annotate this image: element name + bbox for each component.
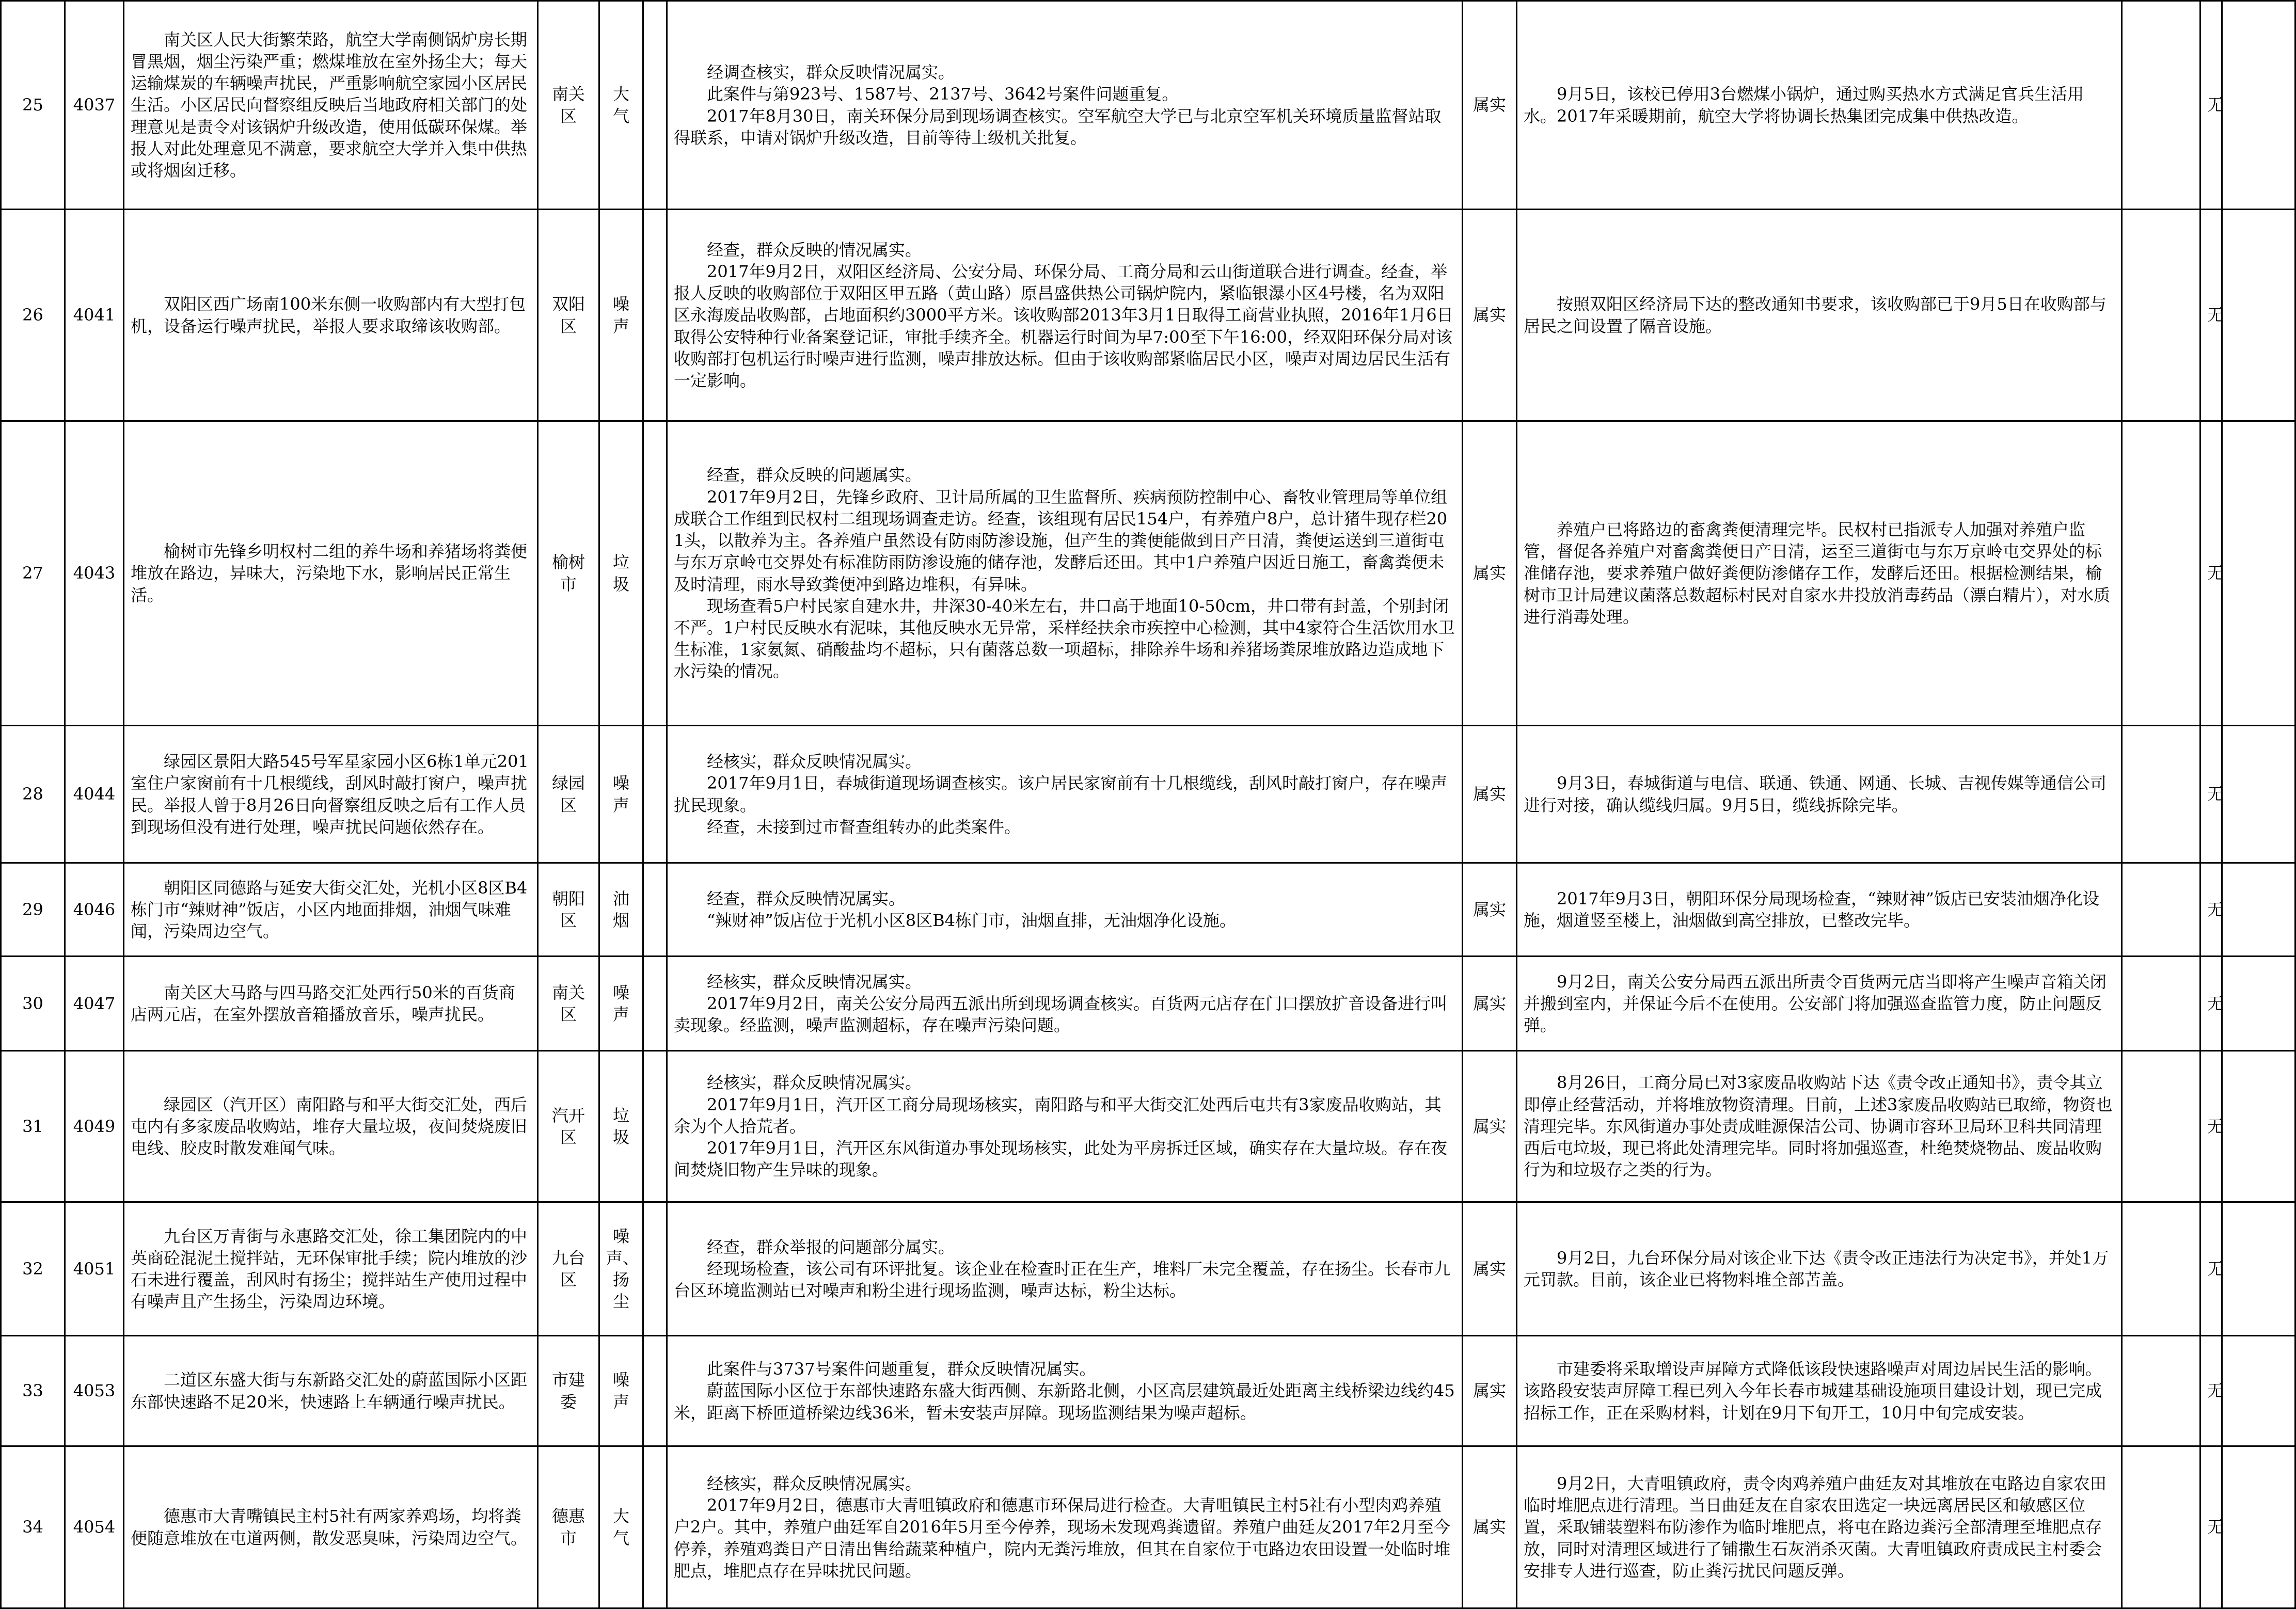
investigation-paragraph: 经查，群众反映情况属实。 [707, 888, 906, 909]
table-row [1, 726, 2295, 863]
complaint-content: 绿园区景阳大路545号军星家园小区6栋1单元201室住户家窗前有十几根缆线，刮风时敲打窗户，噪声扰民。举报人曾于8月26日向督察组反映之后有工作人员到现场但没有进行处理，噪声扰民问题依然存在。 [131, 752, 529, 837]
handling-cell [1517, 210, 2122, 421]
investigation-paragraph: 经核实，群众反映情况属实。 [707, 1073, 922, 1093]
empty-cell [643, 1, 667, 210]
table-row [1, 1336, 2295, 1446]
pollution-type: 油烟 [599, 863, 643, 957]
empty-cell [2222, 1202, 2295, 1336]
handling-paragraph: 8月26日，工商分局已对3家废品收购站下达《责令改正通知书》，责令其立即停止经营活动，并将堆放物资清理。目前，上述3家废品收购站已取缔，物资也清理完毕。东风街道办事处责成畦源保洁公司、协调市容环卫局环卫科共同清理西后屯垃圾，现已将此处清理完毕。同时将加强巡查，杜绝焚烧物品、废品收购行为和垃圾存之类的行为。 [1524, 1073, 2113, 1180]
row-index: 27 [1, 421, 65, 726]
empty-cell [2222, 210, 2295, 421]
table-row [1, 421, 2295, 726]
handling-cell [1517, 957, 2122, 1051]
complaint-content: 榆树市先锋乡明权村二组的养牛场和养猪场将粪便堆放在路边，异味大，污染地下水，影响居民正常生活。 [131, 541, 528, 605]
case-number: 4054 [65, 1446, 124, 1608]
row-index: 26 [1, 210, 65, 421]
accountability: 无 [2200, 1202, 2222, 1336]
admin-area: 双阳区 [538, 210, 599, 421]
handling-cell [1517, 863, 2122, 957]
verdict: 属实 [1463, 1336, 1517, 1446]
empty-cell [643, 421, 667, 726]
pollution-type: 噪声、扬尘 [599, 1202, 643, 1336]
verdict: 属实 [1463, 726, 1517, 863]
accountability: 无 [2200, 1, 2222, 210]
case-number: 4046 [65, 863, 124, 957]
table-row [1, 863, 2295, 957]
row-index: 34 [1, 1446, 65, 1608]
investigation-paragraph: 2017年9月2日，德惠市大青咀镇政府和德惠市环保局进行检查。大青咀镇民主村5社有小型肉鸡养殖户2户。其中，养殖户曲廷军自2016年5月至今停养，现场未发现鸡粪遗留。养殖户曲廷友2017年2月至今停养，养殖鸡粪日产日清出售给蔬菜种植户，院内无粪污堆放，但其在自家位于屯路边农田设置一处临时堆肥点，堆肥点存在异味扰民问题。 [674, 1495, 1451, 1581]
admin-area: 九台区 [538, 1202, 599, 1336]
row-index: 29 [1, 863, 65, 957]
accountability: 无 [2200, 210, 2222, 421]
investigation-paragraph: 2017年9月2日，先锋乡政府、卫计局所属的卫生监督所、疾病预防控制中心、畜牧业管理局等单位组成联合工作组到民权村二组现场调查走访。经查，该组现有居民154户，有养殖户8户，总计猪牛现存栏201头，以散养为主。各养殖户虽然设有防雨防渗设施，但产生的粪便能做到日产日清，粪便运送到三道街屯与东万京岭屯交界处有标准防雨防渗设施的储存池，发酵后还田。其中1户养殖户因近日施工，畜禽粪便未及时清理，雨水导致粪便冲到路边堆积，有异味。 [674, 487, 1448, 594]
row-index: 30 [1, 957, 65, 1051]
handling-paragraph: 市建委将采取增设声屏障方式降低该段快速路噪声对周边居民生活的影响。该路段安装声屏障工程已列入今年长春市城建基础设施项目建设计划，现已完成招标工作，正在采购材料，计划在9月下旬开工，10月中旬完成安装。 [1524, 1359, 2102, 1423]
empty-cell [643, 1202, 667, 1336]
investigation-cell [667, 1336, 1463, 1446]
empty-cell [643, 957, 667, 1051]
investigation-cell [667, 210, 1463, 421]
admin-area: 榆树市 [538, 421, 599, 726]
investigation-paragraph: 蔚蓝国际小区位于东部快速路东盛大街西侧、东新路北侧，小区高层建筑最近处距离主线桥梁边线约45米，距离下桥匝道桥梁边线36米，暂未安装声屏障。现场监测结果为噪声超标。 [674, 1381, 1455, 1423]
empty-cell [2122, 957, 2200, 1051]
pollution-type: 噪声 [599, 726, 643, 863]
empty-cell [2222, 957, 2295, 1051]
admin-area: 汽开区 [538, 1051, 599, 1202]
empty-cell [2122, 726, 2200, 863]
complaint-content-cell [124, 1446, 538, 1608]
handling-paragraph: 9月2日，大青咀镇政府，责令肉鸡养殖户曲廷友对其堆放在屯路边自家农田临时堆肥点进行清理。当日曲廷友在自家农田选定一块远离居民区和敏感区位置，采取铺装塑料布防渗作为临时堆肥点，将屯在路边粪污全部清理至堆肥点存放，同时对清理区域进行了铺撒生石灰消杀灭菌。大青咀镇政府责成民主村委会安排专人进行巡查，防止粪污扰民问题反弹。 [1524, 1473, 2107, 1581]
investigation-cell [667, 421, 1463, 726]
complaint-content: 德惠市大青嘴镇民主村5社有两家养鸡场，均将粪便随意堆放在屯道两侧，散发恶臭味，污染周边空气。 [131, 1506, 528, 1548]
complaint-content-cell [124, 1202, 538, 1336]
empty-cell [2222, 1051, 2295, 1202]
investigation-paragraph: 经查，群众反映的情况属实。 [707, 240, 922, 260]
complaint-content: 绿园区（汽开区）南阳路与和平大街交汇处，西后屯内有多家废品收购站，堆存大量垃圾，夜间焚烧废旧电线、胶皮时散发难闻气味。 [131, 1094, 528, 1158]
empty-cell [2122, 863, 2200, 957]
investigation-cell [667, 863, 1463, 957]
table-row [1, 1446, 2295, 1608]
investigation-paragraph: 此案件与3737号案件问题重复，群众反映情况属实。 [707, 1359, 1096, 1379]
investigation-paragraph: 现场查看5户村民家自建水井，井深30-40米左右，井口高于地面10-50cm，井口带有封盖，个别封闭不严。1户村民反映水有泥味，其他反映水无异常，采样经扶余市疾控中心检测，其中4家符合生活饮用水卫生标准，1家氨氮、硝酸盐均不超标，只有菌落总数一项超标，排除养牛场和养猪场粪尿堆放路边造成地下水污染的情况。 [674, 596, 1455, 681]
handling-paragraph: 养殖户已将路边的畜禽粪便清理完毕。民权村已指派专人加强对养殖户监管，督促各养殖户对畜禽粪便日产日清，运至三道街屯与东万京岭屯交界处的标准储存池，要求养殖户做好粪便防渗储存工作，发酵后还田。根据检测结果，榆树市卫计局建议菌落总数超标村民对自家水井投放消毒药品（漂白精片），对水质进行消毒处理。 [1524, 519, 2111, 627]
complaint-content-cell [124, 957, 538, 1051]
handling-paragraph: 9月3日，春城街道与电信、联通、铁通、网通、长城、吉视传媒等通信公司进行对接，确认缆线归属。9月5日，缆线拆除完毕。 [1524, 773, 2107, 815]
handling-paragraph: 9月2日，九台环保分局对该企业下达《责令改正违法行为决定书》，并处1万元罚款。目前，该企业已将物料堆全部苫盖。 [1524, 1248, 2109, 1289]
admin-area: 德惠市 [538, 1446, 599, 1608]
accountability: 无 [2200, 957, 2222, 1051]
investigation-paragraph: 2017年9月1日，汽开区工商分局现场核实，南阳路与和平大街交汇处西后屯共有3家废品收购站，其余为个人拾荒者。 [674, 1094, 1442, 1136]
investigation-paragraph: “辣财神”饭店位于光机小区8区B4栋门市，油烟直排，无油烟净化设施。 [707, 911, 1236, 930]
verdict: 属实 [1463, 863, 1517, 957]
investigation-paragraph: 2017年9月1日，春城街道现场调查核实。该户居民家窗前有十几根缆线，刮风时敲打窗户，存在噪声扰民现象。 [674, 773, 1448, 815]
case-number: 4043 [65, 421, 124, 726]
investigation-cell [667, 1051, 1463, 1202]
handling-paragraph: 9月2日，南关公安分局西五派出所责令百货两元店当即将产生噪声音箱关闭并搬到室内，并保证今后不在使用。公安部门将加强巡查监管力度，防止问题反弹。 [1524, 971, 2107, 1036]
pollution-type: 大气 [599, 1446, 643, 1608]
table-body [1, 1, 2295, 1608]
complaint-content: 南关区大马路与四马路交汇处西行50米的百货商店两元店，在室外摆放音箱播放音乐，噪声扰民。 [131, 982, 515, 1024]
handling-cell [1517, 1202, 2122, 1336]
complaint-content: 双阳区西广场南100米东侧一收购部内有大型打包机，设备运行噪声扰民，举报人要求取缔该收购部。 [131, 294, 526, 336]
investigation-paragraph: 2017年9月2日，南关公安分局西五派出所到现场调查核实。百货两元店存在门口摆放扩音设备进行叫卖现象。经监测，噪声监测超标，存在噪声污染问题。 [674, 993, 1448, 1036]
empty-cell [2122, 421, 2200, 726]
handling-cell [1517, 421, 2122, 726]
verdict: 属实 [1463, 1446, 1517, 1608]
complaint-content: 二道区东盛大街与东新路交汇处的蔚蓝国际小区距东部快速路不足20米，快速路上车辆通行噪声扰民。 [131, 1370, 528, 1412]
complaint-content: 九台区万青街与永惠路交汇处，徐工集团院内的中英商砼混泥土搅拌站，无环保审批手续；院内堆放的沙石未进行覆盖，刮风时有扬尘；搅拌站生产使用过程中有噪声且产生扬尘，污染周边环境。 [131, 1226, 528, 1312]
handling-cell [1517, 1446, 2122, 1608]
empty-cell [643, 1051, 667, 1202]
row-index: 33 [1, 1336, 65, 1446]
handling-paragraph: 9月5日，该校已停用3台燃煤小锅炉，通过购买热水方式满足官兵生活用水。2017年采暖期前，航空大学将协调长热集团完成集中供热改造。 [1524, 84, 2084, 126]
pollution-type: 大气 [599, 1, 643, 210]
complaint-content: 朝阳区同德路与延安大街交汇处，光机小区8区B4栋门市“辣财神”饭店，小区内地面排烟，油烟气味难闻，污染周边空气。 [131, 878, 528, 942]
pollution-type: 噪声 [599, 210, 643, 421]
accountability: 无 [2200, 1051, 2222, 1202]
verdict: 属实 [1463, 1051, 1517, 1202]
empty-cell [643, 863, 667, 957]
empty-cell [2222, 1, 2295, 210]
investigation-paragraph: 此案件与第923号、1587号、2137号、3642号案件问题重复。 [707, 84, 1179, 104]
pollution-type: 噪声 [599, 1336, 643, 1446]
accountability: 无 [2200, 1336, 2222, 1446]
row-index: 28 [1, 726, 65, 863]
row-index: 25 [1, 1, 65, 210]
admin-area: 朝阳区 [538, 863, 599, 957]
admin-area: 绿园区 [538, 726, 599, 863]
complaint-content: 南关区人民大街繁荣路，航空大学南侧锅炉房长期冒黑烟，烟尘污染严重；燃煤堆放在室外扬尘大；每天运输煤炭的车辆噪声扰民，严重影响航空家园小区居民生活。小区居民向督察组反映后当地政府相关部门的处理意见是责令对该锅炉升级改造，使用低碳环保煤。举报人对此处理意见不满意，要求航空大学并入集中供热或将烟囱迁移。 [131, 29, 528, 181]
investigation-paragraph: 经查，未接到过市督查组转办的此类案件。 [707, 817, 1021, 837]
handling-paragraph: 按照双阳区经济局下达的整改通知书要求，该收购部已于9月5日在收购部与居民之间设置了隔音设施。 [1524, 294, 2107, 336]
table-row [1, 210, 2295, 421]
empty-cell [2122, 1051, 2200, 1202]
verdict: 属实 [1463, 1202, 1517, 1336]
empty-cell [2122, 1202, 2200, 1336]
empty-cell [2222, 421, 2295, 726]
handling-paragraph: 2017年9月3日，朝阳环保分局现场检查，“辣财神”饭店已安装油烟净化设施，烟道竖至楼上，油烟做到高空排放，已整改完毕。 [1524, 888, 2099, 930]
handling-cell [1517, 1336, 2122, 1446]
case-number: 4041 [65, 210, 124, 421]
complaint-content-cell [124, 863, 538, 957]
investigation-cell [667, 726, 1463, 863]
admin-area: 南关区 [538, 957, 599, 1051]
complaint-content-cell [124, 726, 538, 863]
investigation-paragraph: 经现场检查，该公司有环评批复。该企业在检查时正在生产，堆料厂未完全覆盖，存在扬尘。长春市九台区环境监测站已对噪声和粉尘进行现场监测，噪声达标，粉尘达标。 [674, 1258, 1451, 1301]
empty-cell [643, 210, 667, 421]
investigation-paragraph: 2017年9月2日，双阳区经济局、公安分局、环保分局、工商分局和云山街道联合进行调查。经查，举报人反映的收购部位于双阳区甲五路（黄山路）原昌盛供热公司锅炉院内，紧临银瀑小区4号楼，名为双阳区永海废品收购部，占地面积约3000平方米。该收购部2013年3月1日取得工商营业执照，2016年1月6日取得公安特种行业备案登记证，审批手续齐全。机器运行时间为早7:00至下午16:00，经双阳环保分局对该收购部打包机运行时噪声进行监测，噪声排放达标。但由于该收购部紧临居民小区，噪声对周边居民生活有一定影响。 [674, 261, 1453, 391]
investigation-cell [667, 1, 1463, 210]
complaint-content-cell [124, 1, 538, 210]
empty-cell [2222, 1446, 2295, 1608]
empty-cell [2222, 863, 2295, 957]
empty-cell [2122, 210, 2200, 421]
empty-cell [643, 1336, 667, 1446]
case-number: 4049 [65, 1051, 124, 1202]
pollution-type: 垃圾 [599, 421, 643, 726]
verdict: 属实 [1463, 210, 1517, 421]
admin-area: 市建委 [538, 1336, 599, 1446]
investigation-paragraph: 2017年9月1日，汽开区东风街道办事处现场核实，此处为平房拆迁区域，确实存在大量垃圾。存在夜间焚烧旧物产生异味的现象。 [674, 1138, 1448, 1180]
investigation-paragraph: 经查，群众举报的问题部分属实。 [707, 1237, 955, 1257]
table-row [1, 1202, 2295, 1336]
accountability: 无 [2200, 1446, 2222, 1608]
investigation-cell [667, 1202, 1463, 1336]
investigation-paragraph: 经核实，群众反映情况属实。 [707, 971, 922, 992]
empty-cell [2222, 1336, 2295, 1446]
complaint-content-cell [124, 1336, 538, 1446]
table-row [1, 957, 2295, 1051]
handling-cell [1517, 726, 2122, 863]
table-row [1, 1051, 2295, 1202]
case-number: 4037 [65, 1, 124, 210]
case-number: 4053 [65, 1336, 124, 1446]
case-number: 4051 [65, 1202, 124, 1336]
investigation-paragraph: 2017年8月30日，南关环保分局到现场调查核实。空军航空大学已与北京空军机关环境质量监督站取得联系，申请对锅炉升级改造，目前等待上级机关批复。 [674, 106, 1442, 148]
row-index: 32 [1, 1202, 65, 1336]
case-number: 4047 [65, 957, 124, 1051]
empty-cell [643, 1446, 667, 1608]
empty-cell [2122, 1336, 2200, 1446]
case-number: 4044 [65, 726, 124, 863]
complaint-content-cell [124, 421, 538, 726]
row-index: 31 [1, 1051, 65, 1202]
pollution-type: 垃圾 [599, 1051, 643, 1202]
investigation-paragraph: 经核实，群众反映情况属实。 [707, 1473, 922, 1493]
verdict: 属实 [1463, 957, 1517, 1051]
empty-cell [643, 726, 667, 863]
investigation-paragraph: 经查，群众反映的问题属实。 [707, 465, 922, 485]
admin-area: 南关区 [538, 1, 599, 210]
complaint-content-cell [124, 210, 538, 421]
verdict: 属实 [1463, 1, 1517, 210]
investigation-paragraph: 经调查核实，群众反映情况属实。 [707, 62, 955, 83]
accountability: 无 [2200, 863, 2222, 957]
complaint-content-cell [124, 1051, 538, 1202]
accountability: 无 [2200, 421, 2222, 726]
investigation-cell [667, 957, 1463, 1051]
investigation-paragraph: 经核实，群众反映情况属实。 [707, 752, 922, 772]
handling-cell [1517, 1051, 2122, 1202]
verdict: 属实 [1463, 421, 1517, 726]
empty-cell [2122, 1, 2200, 210]
pollution-type: 噪声 [599, 957, 643, 1051]
handling-cell [1517, 1, 2122, 210]
empty-cell [2222, 726, 2295, 863]
empty-cell [2122, 1446, 2200, 1608]
table-row [1, 1, 2295, 210]
investigation-cell [667, 1446, 1463, 1608]
accountability: 无 [2200, 726, 2222, 863]
